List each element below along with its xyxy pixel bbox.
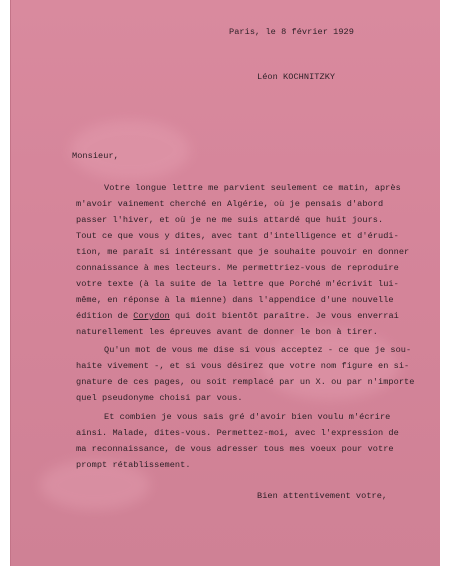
body-line: passer l'hiver, et où je ne me suis attardé que huit jours.: [76, 215, 384, 225]
body-line: Votre longue lettre me parvient seulement ce matin, après: [104, 183, 401, 193]
body-line: ainsi. Malade, dites-vous. Permettez-moi, avec l'expression de: [76, 428, 399, 438]
body-line: ma reconnaissance, de vous adresser tous mes voeux pour votre: [76, 444, 394, 454]
body-line: tion, me paraît si intéressant que je souhaite pouvoir en donner: [76, 247, 410, 257]
body-line-suffix: qui doit bientôt paraître. Je vous enverrai: [174, 311, 399, 321]
body-line: connaissance à mes lecteurs. Me permettriez-vous de reproduire: [76, 263, 399, 273]
letter-recipient: Léon KOCHNITZKY: [257, 72, 336, 82]
body-line: haite vivement -, et si vous désirez que votre nom figure en si-: [76, 361, 410, 371]
body-line: votre texte (à la suite de la lettre que Porché m'écrivit lui-: [76, 279, 399, 289]
body-line: quel pseudonyme choisi par vous.: [76, 393, 243, 403]
body-line: même, en réponse à la mienne) dans l'appendice d'une nouvelle: [76, 295, 394, 305]
letter-date: Paris, le 8 février 1929: [229, 27, 354, 37]
body-line: prompt rétablissement.: [76, 460, 191, 470]
letter-salutation: Monsieur,: [72, 151, 119, 161]
book-title-corydon: Corydon: [133, 311, 170, 321]
body-line: Tout ce que vous y dites, avec tant d'intelligence et d'érudi-: [76, 231, 399, 241]
body-line: naturellement les épreuves avant de donner le bon à tirer.: [76, 327, 379, 337]
body-line-with-title: [76, 311, 399, 321]
body-line-prefix: édition de: [76, 311, 129, 321]
body-line: m'avoir vainement cherché en Algérie, où je pensais d'abord: [76, 199, 384, 209]
body-line: gnature de ces pages, ou soit remplacé par un X. ou par n'importe: [76, 377, 415, 387]
body-line: Et combien je vous sais gré d'avoir bien voulu m'écrire: [104, 412, 391, 422]
paper-stain: [70, 120, 190, 180]
letter-closing: Bien attentivement votre,: [257, 491, 388, 501]
body-line: Qu'un mot de vous me dise si vous acceptez - ce que je sou-: [104, 345, 412, 355]
